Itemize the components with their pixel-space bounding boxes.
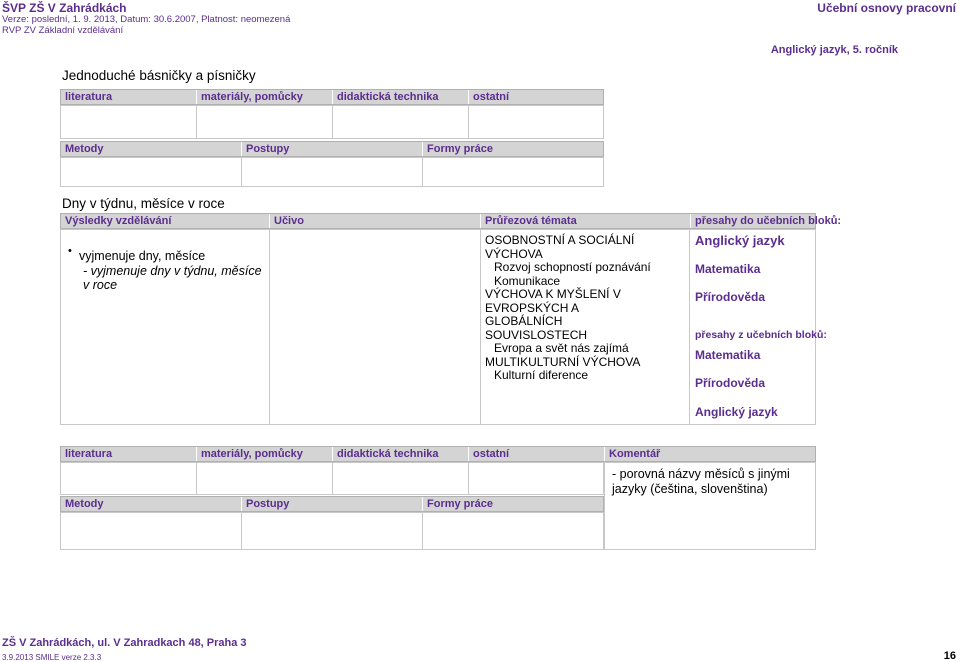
- theme-evropa: Evropa a svět nás zajímá: [494, 341, 629, 355]
- overlap-from-prirodoveda: Přírodověda: [695, 376, 766, 390]
- section1-title: Jednoduché básničky a písničky: [62, 68, 256, 83]
- overlap-from-matematika: Matematika: [695, 348, 761, 362]
- footer-build: 3.9.2013 SMILE verze 2.3.3: [2, 653, 102, 662]
- header-materialy: materiály, pomůcky: [197, 90, 333, 104]
- header-formy-prace: Formy práce: [427, 143, 494, 155]
- header-komentar: Komentář: [609, 448, 661, 460]
- section2-methods-cells: [60, 512, 604, 550]
- outcome-main: vyjmenuje dny, měsíce: [79, 249, 206, 263]
- header-didakticka-2: didaktická technika: [333, 447, 469, 461]
- version-line: Verze: poslední, 1. 9. 2013, Datum: 30.6.2007, Platnost: neomezená: [2, 14, 291, 25]
- section2-title: Dny v týdnu, měsíce v roce: [62, 196, 225, 211]
- theme-mkv: MULTIKULTURNÍ VÝCHOVA: [485, 354, 641, 369]
- page-number: 16: [943, 650, 956, 662]
- school-name: ŠVP ZŠ V Zahrádkách: [2, 1, 127, 15]
- section1-methods-cells: [60, 157, 604, 187]
- footer-address: ZŠ V Zahrádkách, ul. V Zahradkach 48, Praha 3: [2, 637, 247, 649]
- header-formy-prace-2: Formy práce: [427, 498, 494, 510]
- section2-methods-header: [60, 496, 604, 512]
- themes-list: [485, 234, 673, 383]
- section1-resources-header: [60, 89, 604, 105]
- section1-methods-header: [60, 141, 604, 157]
- comment-text: - porovná názvy měsíců s jinými jazyky (čeština, slovenština): [612, 467, 790, 496]
- overlap-to-anglicky: Anglický jazyk: [695, 233, 785, 248]
- theme-komunikace: Komunikace: [494, 273, 561, 288]
- theme-kulturni: Kulturní diference: [494, 368, 589, 382]
- header-ostatni-2: ostatní: [469, 447, 605, 461]
- header-presahy-do: přesahy do učebních bloků:: [695, 215, 842, 227]
- header-ucivo: Učivo: [270, 214, 481, 228]
- header-literatura: literatura: [61, 90, 197, 104]
- header-materialy-2: materiály, pomůcky: [197, 447, 333, 461]
- header-postupy: Postupy: [242, 142, 423, 156]
- header-didakticka: didaktická technika: [333, 90, 469, 104]
- header-prurezova-temata: Průřezová témata: [481, 214, 691, 228]
- theme-osv: OSOBNOSTNÍ A SOCIÁLNÍ VÝCHOVA: [485, 233, 635, 261]
- theme-vmegs: VÝCHOVA K MYŠLENÍ V EVROPSKÝCH A GLOBÁLNÍCH SOUVISLOSTECH: [485, 287, 621, 342]
- overlap-to-matematika: Matematika: [695, 262, 761, 276]
- overlap-from-anglicky: Anglický jazyk: [695, 405, 778, 419]
- overlaps-from-label: přesahy z učebních bloků:: [695, 329, 827, 341]
- header-vysledky: Výsledky vzdělávání: [61, 214, 270, 228]
- section2-resources-header: [60, 446, 816, 462]
- theme-rozvoj: Rozvoj schopností poznávání: [494, 260, 651, 274]
- section2-table-header: [60, 213, 842, 229]
- header-literatura-2: literatura: [61, 447, 197, 461]
- header-ostatni: ostatní: [473, 91, 510, 103]
- header-metody: Metody: [61, 142, 242, 156]
- header-postupy-2: Postupy: [242, 497, 423, 511]
- document-type: Učební osnovy pracovní: [817, 1, 956, 15]
- header-metody-2: Metody: [61, 497, 242, 511]
- subject-grade: Anglický jazyk, 5. ročník: [770, 44, 898, 56]
- rvp-line: RVP ZV Základní vzdělávání: [2, 25, 124, 36]
- bullet-icon: •: [68, 245, 72, 257]
- overlap-to-prirodoveda: Přírodověda: [695, 290, 766, 304]
- outcome-sub: - vyjmenuje dny v týdnu, měsíce v roce: [83, 264, 262, 292]
